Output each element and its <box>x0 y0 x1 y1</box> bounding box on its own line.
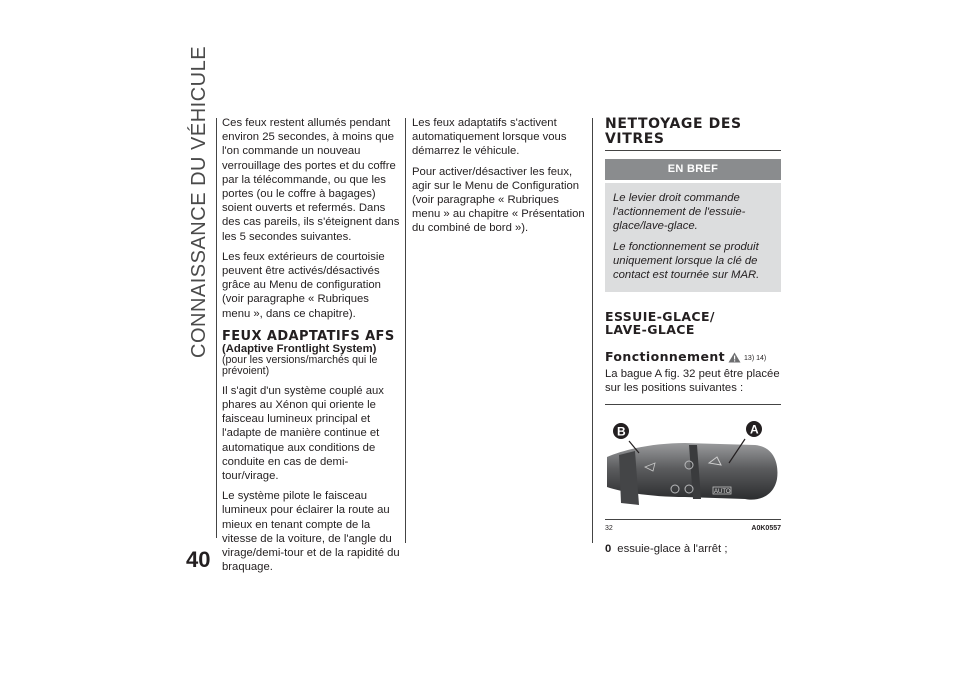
paragraph: Les feux adaptatifs s'activent automatiquement lorsque vous démarrez le véhicule. <box>412 117 567 158</box>
callout-b-label: B <box>617 424 626 439</box>
callout-a-label: A <box>750 422 759 437</box>
brief-text: Le fonctionnement se produit uniquement lorsque la clé de contact est tournée sur MAR. <box>613 240 760 282</box>
left-margin-rule <box>216 118 217 538</box>
subsection-heading: Fonctionnement <box>605 349 726 365</box>
figure-code: A0K0557 <box>751 524 781 532</box>
side-chapter-title <box>186 45 210 358</box>
section-subheading: (Adaptive Frontlight System) <box>222 342 377 355</box>
page-number: 40 <box>186 547 211 572</box>
chapter-section-title <box>605 117 781 151</box>
column-divider-1 <box>405 118 406 543</box>
paragraph: Le système pilote le faisceau lumineux pour éclairer la route au mieux en tenant compte de la vitesse de la voiture, de l'angle du virage/demi-tour et de la rapidité du braquage. <box>222 490 400 574</box>
section-heading-wiper: LAVE-GLACE <box>605 322 695 338</box>
section-title-line: VITRES <box>605 131 665 147</box>
subsection-heading-row <box>605 350 781 363</box>
availability-note: (pour les versions/marchés qui le prévoient) <box>222 353 378 378</box>
side-chapter-title-text: CONNAISSANCE DU VÉHICULE <box>188 45 210 358</box>
brief-box-header: EN BREF <box>605 159 781 180</box>
reference-numbers: 13) 14) <box>744 355 767 363</box>
column-2 <box>412 116 588 242</box>
section-title-line: NETTOYAGE DES <box>605 116 742 132</box>
column-3 <box>605 117 781 556</box>
brief-text: Le levier droit commande l'actionnement de l'essuie-glace/lave-glace. <box>613 192 746 233</box>
section-heading-afs: FEUX ADAPTATIFS AFS <box>222 328 395 344</box>
section-heading-wiper: ESSUIE-GLACE/ <box>605 309 715 325</box>
position-description: essuie-glace à l'arrêt ; <box>617 542 728 555</box>
position-item <box>605 542 781 556</box>
figure-number: 32 <box>605 524 613 532</box>
auto-switch-label: AUTO <box>714 488 731 495</box>
paragraph: La bague A fig. 32 peut être placée sur les positions suivantes : <box>605 368 780 395</box>
paragraph: Pour activer/désactiver les feux, agir sur le Menu de Configuration (voir paragraphe « Rubriques menu » au chapitre « Présentation du combiné de bord »). <box>412 165 585 235</box>
column-divider-2 <box>592 118 593 543</box>
warning-triangle-icon <box>728 352 741 363</box>
paragraph: Il s'agit d'un système couplé aux phares au Xénon qui oriente le faisceau lumineux principal et l'adapte de manière continue et automatique aux conditions de conduite en cas de demi-tour/virage. <box>222 384 384 483</box>
figure-32 <box>605 404 781 520</box>
column-1 <box>222 116 400 580</box>
paragraph: Ces feux restent allumés pendant environ 25 secondes, à moins que l'on commande un nouveau verrouillage des portes et du coffre par la télécommande, ou que les portes (ou le coffre à bagages) soient ouverts et refermés. Dans des cas pareils, ils s'éteignent dans les 5 secondes suivantes. <box>222 117 400 243</box>
paragraph: Les feux extérieurs de courtoisie peuvent être activés/désactivés grâce au Menu de configuration (voir paragraphe « Rubriques menu », dans ce chapitre). <box>222 250 385 320</box>
position-symbol: 0 <box>605 542 612 555</box>
brief-box <box>605 183 781 292</box>
figure-caption <box>605 522 781 536</box>
wiper-lever-illustration <box>605 405 781 517</box>
